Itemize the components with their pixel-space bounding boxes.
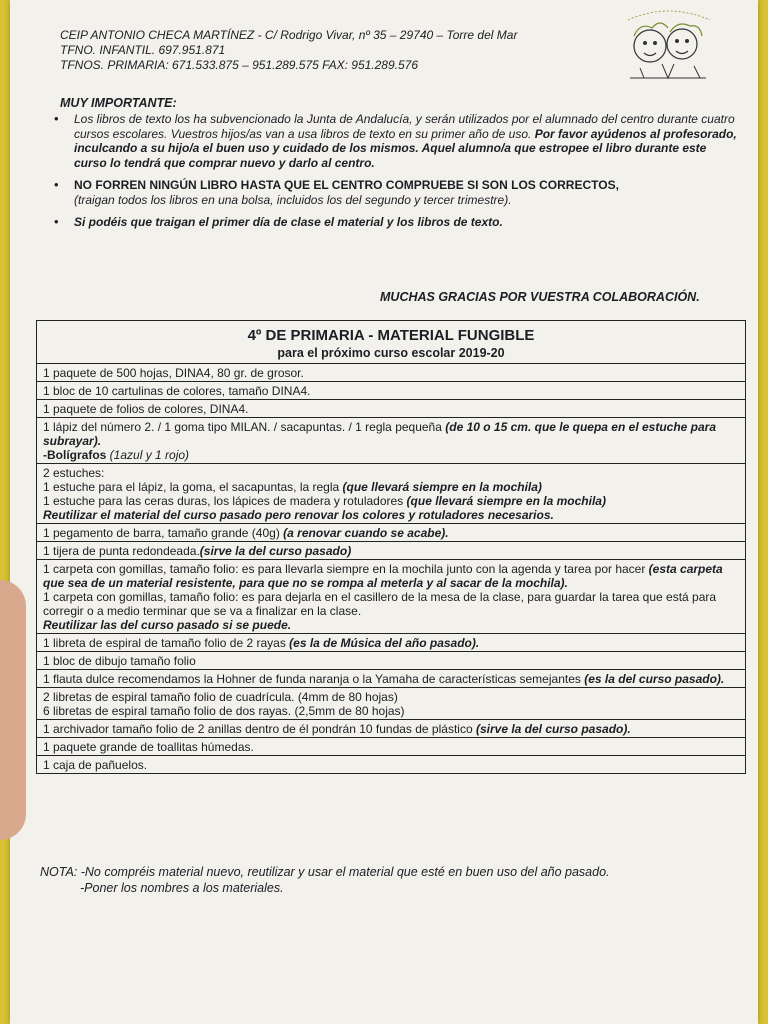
material-table [36,320,746,774]
row-text: -Bolígrafos [43,448,110,462]
school-logo-icon [620,6,716,88]
row-note: (de 10 o 15 cm. que le quepa en el estuche para subrayar). [43,420,717,448]
table-title: 4º DE PRIMARIA - MATERIAL FUNGIBLE [247,327,535,344]
row-note: Reutilizar las del curso pasado si se puede. [43,618,292,632]
table-row [37,364,745,382]
row-note: (sirve la del curso pasado) [199,544,352,558]
table-row [37,400,745,418]
row-text: 1 estuche para el lápiz, la goma, el sacapuntas, la regla [43,480,343,494]
row-note: (sirve la del curso pasado). [475,722,631,736]
row-text: 1 caja de pañuelos. [43,758,148,772]
notice-bullets [54,112,740,238]
row-note: (que llevará siempre en la mochila) [342,480,542,494]
finger-holding-page [0,580,26,840]
row-note: (que llevará siempre en la mochila) [406,494,606,508]
table-row [37,542,745,560]
row-text: 2 estuches: [43,466,105,480]
table-row [37,756,745,773]
note-line2: -Poner los nombres a los materiales. [80,881,284,895]
bullet-dot-icon: • [54,111,59,126]
row-text: 1 paquete de folios de colores, DINA4. [43,402,249,416]
document-page [10,0,758,1024]
row-text: 1 libreta de espiral de tamaño folio de 2 rayas [43,636,290,650]
table-row [37,720,745,738]
row-note: (a renovar cuando se acabe). [283,526,449,540]
row-note: (esta carpeta que sea de un material resistente, para que no se rompa al meterla y al sacar de la mochila). [43,562,723,590]
row-text: 1 estuche para las ceras duras, los lápices de madera y rotuladores [43,494,407,508]
table-row [37,524,745,542]
row-text: 1 pegamento de barra, tamaño grande (40g) [43,526,284,540]
bullet3-bold: Si podéis que traigan el primer día de clase el material y los libros de texto. [74,215,503,229]
table-row [37,738,745,756]
header-phone-infantil: TFNO. INFANTIL. 697.951.871 [60,43,226,57]
header-phone-primaria: TFNOS. PRIMARIA: 671.533.875 – 951.289.575 FAX: 951.289.576 [60,58,418,72]
table-title-cell [37,321,745,364]
header-address: CEIP ANTONIO CHECA MARTÍNEZ - C/ Rodrigo Vivar, nº 35 – 29740 – Torre del Mar [60,28,518,42]
row-note: (es la del curso pasado). [584,672,725,686]
table-row [37,688,745,720]
bullet-dot-icon: • [54,177,59,192]
row-text: 6 libretas de espiral tamaño folio de dos rayas. (2,5mm de 80 hojas) [43,704,405,718]
row-text: 1 lápiz del número 2. / 1 goma tipo MILAN. / sacapuntas. / 1 regla pequeña [43,420,446,434]
table-row [37,634,745,652]
bullet2-bold: NO FORREN NINGÚN LIBRO HASTA QUE EL CENTRO COMPRUEBE SI SON LOS CORRECTOS, [74,178,619,192]
table-row [37,382,745,400]
bullet2-sub: (traigan todos los libros en una bolsa, incluidos los del segundo y tercer trimestre). [74,192,512,207]
row-note: Reutilizar el material del curso pasado pero renovar los colores y rotuladores necesarios. [43,508,554,522]
table-row [37,464,745,524]
bullet1-text: Los libros de texto los ha subvencionado la Junta de Andalucía, y serán utilizados por el alumnado del centro durante cuatro cursos escolares. Vuestros hijos/as van a usa libros de texto en su primer año de uso. [74,112,735,141]
bullet-item [54,178,740,207]
footer-note [40,864,740,896]
thanks-line: MUCHAS GRACIAS POR VUESTRA COLABORACIÓN. [380,290,700,304]
table-row [37,670,745,688]
row-text: 1 carpeta con gomillas, tamaño folio: es para llevarla siempre en la mochila junto con la agenda y tarea por hacer [43,562,649,576]
school-header [60,28,517,73]
bullet-dot-icon: • [54,214,59,229]
table-row [37,418,745,464]
row-text: 1 tijera de punta redondeada. [43,544,200,558]
row-text: 1 paquete de 500 hojas, DINA4, 80 gr. de grosor. [43,366,304,380]
row-text: 2 libretas de espiral tamaño folio de cuadrícula. (4mm de 80 hojas) [43,690,398,704]
table-row [37,652,745,670]
bullet1-bold: Por favor ayúdenos al profesorado, inculcando a su hijo/a el buen uso y cuidado de los mismos. Aquel alumno/a que estropee el libro durante este curso lo tendrá que comprar nuevo y darlo al centro. [74,126,737,170]
row-text: 1 carpeta con gomillas, tamaño folio: es para dejarla en el casillero de la mesa de la clase, para guardar la tarea que está para corregir o a medio terminar que se va a finalizar en la clase. [43,590,717,618]
row-text: 1 bloc de 10 cartulinas de colores, tamaño DINA4. [43,384,311,398]
row-note: (es la de Música del año pasado). [289,636,480,650]
row-text: 1 archivador tamaño folio de 2 anillas dentro de él pondrán 10 fundas de plástico [43,722,476,736]
row-note: (1azul y 1 rojo) [109,448,190,462]
row-text: 1 bloc de dibujo tamaño folio [43,654,196,668]
table-row [37,560,745,634]
row-text: 1 paquete grande de toallitas húmedas. [43,740,254,754]
important-heading: MUY IMPORTANTE: [60,96,177,110]
bullet-item [54,215,740,230]
note-line1: NOTA: -No compréis material nuevo, reutilizar y usar el material que esté en buen uso del año pasado. [40,865,610,879]
row-text: 1 flauta dulce recomendamos la Hohner de funda naranja o la Yamaha de características semejantes [43,672,585,686]
bullet-item [54,112,740,170]
table-subtitle: para el próximo curso escolar 2019-20 [277,346,505,360]
